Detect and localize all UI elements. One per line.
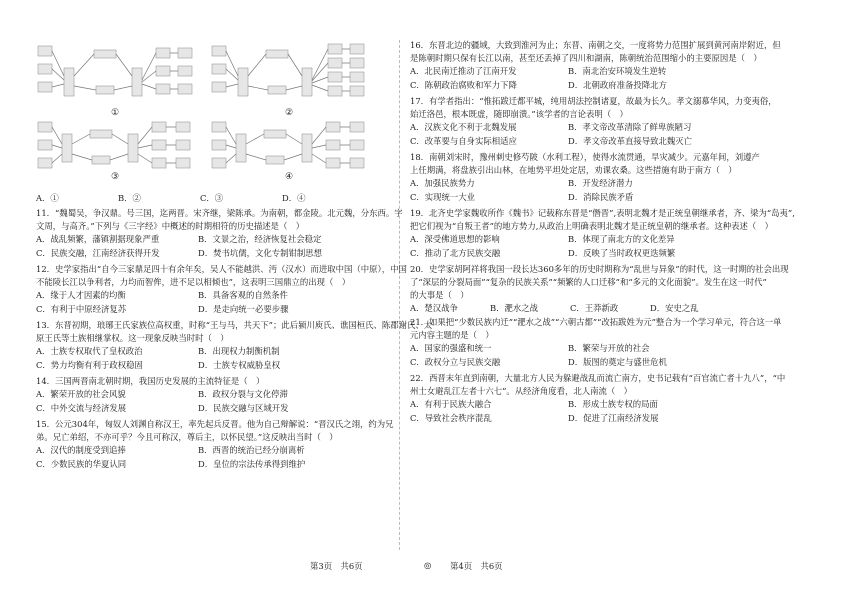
- diagram-label-4: ④: [285, 172, 294, 182]
- answer-option: A．有利于民族大融合: [410, 399, 492, 409]
- question-text-line: 15．公元304年，匈奴人刘渊自称汉王，率先起兵反晋。他为自己辩解说：“晋汉氏之翊，约为兄: [36, 419, 394, 429]
- answer-option: D．皇位的宗法传承得到维护: [198, 459, 306, 469]
- answer-option: C．陈朝政治腐败和军力下降: [410, 80, 517, 90]
- answer-option: D．民族交融与区域开发: [198, 403, 289, 413]
- circle-icon: ◎: [424, 560, 432, 570]
- answer-option: C．王莽新政: [570, 303, 619, 313]
- answer-option: B．出现权力制衡机制: [198, 346, 280, 356]
- answer-option: C．少数民族的华夏认同: [36, 459, 127, 469]
- answer-option: D．反映了当时政权更迭频繁: [568, 248, 676, 258]
- answer-option: B．繁荣与开放的社会: [568, 343, 650, 353]
- answer-option: B．文景之治，经济恢复社会稳定: [198, 234, 322, 244]
- question-text-line: 19．北齐史学家魏收所作《魏书》记载称东晋是“僭晋”,表明北魏才是正统皇朝继承者，齐、梁为“岛夷”,: [410, 208, 795, 218]
- page-number-right: 第4页 共6页: [450, 561, 503, 571]
- answer-option: D．是走向统一必要步骤: [198, 304, 289, 314]
- question-text-line: 12．史学家指出“自今三家鼎足四十有余年矣，吴人不能越洪、沔（汉水）而进取中国（中原），中国: [36, 264, 407, 274]
- question-text-line: 17．有学者指出：“惟拓跋迁都平城，纯用胡法控制诸夏，故最为长久。孝文溺慕华风，力变夷俗，: [410, 96, 777, 106]
- diagram-label-3: ③: [111, 172, 120, 182]
- answer-option: D．促进了江南经济发展: [568, 413, 659, 423]
- question-text-line: 文周，与高齐。”下列与《三字经》中概述的时期相符的历史描述是（ ）: [36, 221, 305, 231]
- page-number-left: 第3页 共6页: [310, 561, 363, 571]
- question-text-line: 州士女避乱江左者十六七”。从经济角度看，北人南流（ ）: [410, 386, 633, 396]
- question-text-line: 20．史学家胡阿祥将我国一段长达360多年的历史时期称为“乱世与异象”的时代，这一时期的社会出现: [410, 264, 789, 274]
- answer-option: B．具备客观的自然条件: [198, 290, 288, 300]
- answer-option: D．消除民族矛盾: [568, 192, 634, 202]
- answer-option: C．中外交流与经济发展: [36, 403, 127, 413]
- q10-option-c: C．③: [200, 193, 224, 203]
- answer-option: B．政权分裂与文化停滞: [198, 389, 288, 399]
- diagram-2: [210, 40, 370, 110]
- question-text-line: 13．东晋初期，琅琊王氏家族位高权重，时称“王与马，共天下”；此后颍川庾氏、谯国桓氏、陈郡谢氏、太: [36, 320, 433, 330]
- answer-option: B．淝水之战: [490, 303, 539, 313]
- question-text-line: 18．南朝刘宋时，豫州刺史修芍陂（水利工程），使得水流贯通，旱灾减少。元嘉年间，刘遵产: [410, 152, 760, 162]
- question-text-line: 不能陵长江以争利者，力均而智侔，进不足以相倾也”，这表明三国鼎立的出现（ ）: [36, 277, 351, 287]
- answer-option: C．改革要与自身实际相适应: [410, 136, 517, 146]
- answer-option: B．形成士族专权的局面: [568, 399, 658, 409]
- answer-option: A．北民南迁推动了江南开发: [410, 66, 517, 76]
- diagram-label-1: ①: [111, 108, 120, 118]
- answer-option: B．开发经济潜力: [568, 178, 633, 188]
- diagram-label-2: ②: [285, 108, 294, 118]
- question-text-line: 弟。兄亡弟绍，不亦可乎？今且可称汉，尊后主，以怀民望。”这反映出当时（ ）: [36, 432, 338, 442]
- question-text-line: 始迁洛邑，根本既虚，随即崩溃。”该学者的言论表明（ ）: [410, 109, 628, 119]
- answer-option: D．士族专权威胁皇权: [198, 360, 281, 370]
- question-text-line: 11．“魏蜀吴，争汉鼎。号三国，迄两晋。宋齐继，梁陈承。为南朝，都金陵。北元魏，分东西。宇: [36, 208, 403, 218]
- answer-option: B．西晋的统治已经分崩离析: [198, 445, 305, 455]
- answer-option: C．政权分立与民族交融: [410, 357, 501, 367]
- answer-option: B．南北治安环境发生逆转: [568, 66, 667, 76]
- answer-option: A．汉族文化不利于北魏发展: [410, 122, 517, 132]
- diagram-3: [36, 120, 196, 172]
- question-text-line: 21．如果把“少数民族内迁”“淝水之战”“六朝古都”“改拓跋姓为元”整合为一个学习单元，符合这一单: [410, 317, 782, 327]
- question-text-line: 了“深层的分裂局面”“复杂的民族关系”“频繁的人口迁移”和“多元的文化面貌”。发生在这一时代”: [410, 277, 767, 287]
- answer-option: D．孝文帝改革直接导致北魏灭亡: [568, 136, 692, 146]
- answer-option: A．加强民族势力: [410, 178, 475, 188]
- q10-option-a: A．①: [36, 193, 59, 203]
- answer-option: D．北朝政府准备投降北方: [568, 80, 667, 90]
- question-text-line: 的大事是（ ）: [410, 290, 469, 300]
- q10-option-d: D．④: [282, 193, 306, 203]
- answer-option: A．楚汉战争: [410, 303, 458, 313]
- question-text-line: 16．东晋北边的疆域，大致到淮河为止；东晋、南朝之交，一度将势力范围扩展到黄河南岸附近，但: [410, 40, 781, 50]
- answer-option: C．推动了北方民族交融: [410, 248, 501, 258]
- question-text-line: 22．西晋末年直到南朝，大量北方人民为躲避战乱而流亡南方，史书记载有“百官流亡者十九八”，“中: [410, 373, 786, 383]
- diagram-4: [210, 120, 370, 172]
- answer-option: A．汉代的制度受到追捧: [36, 445, 126, 455]
- answer-option: A．战乱频繁，藩镇割据现象严重: [36, 234, 160, 244]
- answer-option: C．导致社会秩序混乱: [410, 413, 492, 423]
- question-text-line: 把它们视为“自叛王者”的地方势力,从政治上明确表明北魏才是正统皇朝的继承者。这种表述（ ）: [410, 221, 773, 231]
- question-text-line: 是陈朝时期只保有长江以南，甚至还丢掉了四川和湖南，陈朝统治范围缩小的主要原因是（ ）: [410, 53, 762, 63]
- diagram-1: [36, 40, 196, 110]
- question-text-line: 14．三国两晋南北朝时期，我国历史发展的主流特征是（ ）: [36, 376, 265, 386]
- answer-option: A．国家的强盛和统一: [410, 343, 492, 353]
- answer-option: A．深受佛道思想的影响: [410, 234, 500, 244]
- question-text-line: 原王氏等士族相继掌权。这一现象反映当时时（ ）: [36, 333, 229, 343]
- answer-option: C．民族交融，江南经济获得开发: [36, 248, 160, 258]
- answer-option: C．有利于中原经济复苏: [36, 304, 127, 314]
- answer-option: B．体现了南北方的文化差异: [568, 234, 675, 244]
- question-text-line: 元内容主题的是（ ）: [410, 330, 494, 340]
- page-divider: [399, 40, 400, 550]
- q10-option-b: B．②: [118, 193, 141, 203]
- answer-option: A．士族专权取代了皇权政治: [36, 346, 143, 356]
- answer-option: D．版图的奠定与盛世危机: [568, 357, 667, 367]
- answer-option: C．势力均衡有利于政权稳固: [36, 360, 143, 370]
- answer-option: A．缘于人才因素的均衡: [36, 290, 126, 300]
- answer-option: C．实现统一大业: [410, 192, 476, 202]
- answer-option: D．焚书坑儒，文化专制钳制思想: [198, 248, 322, 258]
- answer-option: B．孝文帝改革清除了鲜卑族陋习: [568, 122, 692, 132]
- answer-option: A．繁荣开放的社会风貌: [36, 389, 126, 399]
- answer-option: D．安史之乱: [650, 303, 699, 313]
- question-text-line: 上任期满，将盘族引出山林，在地势平坦处定居，劝课农桑。这些措施有助于南方（ ）: [410, 165, 737, 175]
